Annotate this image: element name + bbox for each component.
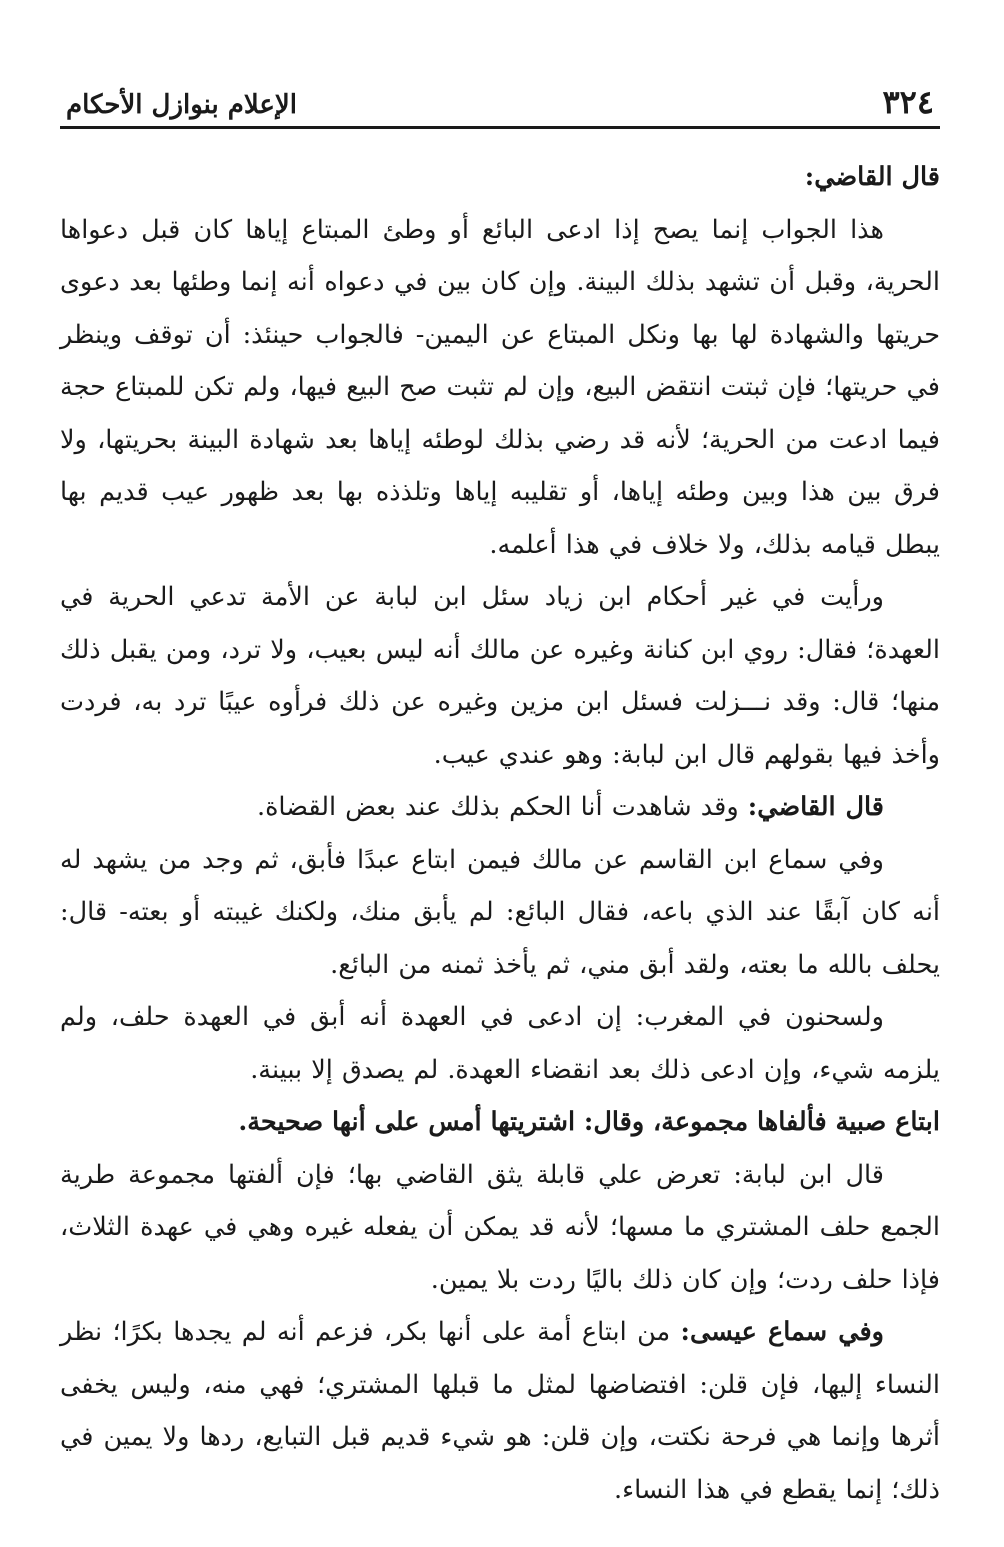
paragraph: [60, 781, 940, 834]
document-page: [60, 70, 940, 1516]
page-number: ٣٢٤: [882, 83, 934, 121]
paragraph-text: وقد شاهدت أنا الحكم بذلك عند بعض القضاة.: [256, 792, 748, 822]
section-heading: قال القاضي:: [804, 162, 940, 192]
paragraph: قال ابن لبابة: تعرض علي قابلة يثق القاضي بها؛ فإن ألفتها مجموعة طرية الجمع حلف المشتري ما مسها؛ لأنه قد يمكن أن يفعله غيره وهي في عهدة الثلاث، فإذا حلف ردت؛ وإن كان ذلك باليًا ردت بلا يمين.: [60, 1159, 940, 1295]
paragraph: [60, 1306, 940, 1516]
section-heading: ابتاع صبية فألفاها مجموعة، وقال: اشتريتها أمس على أنها صحيحة.: [238, 1107, 940, 1137]
paragraph-lead: قال القاضي:: [747, 792, 884, 822]
document-body: [60, 151, 940, 1516]
paragraph-text: من ابتاع أمة على أنها بكر، فزعم أنه لم يجدها بكرًا؛ نظر النساء إليها، فإن قلن: افتضاضها لمثل ما قبلها المشتري؛ فهي منه، وليس يخفى أثرها وإنما هي فرحة نكتت، وإن قلن: هو شيء قديم قبل التبايع، ردها ولا يمين في ذلك؛ إنما يقطع في هذا النساء.: [60, 1317, 940, 1505]
paragraph: ولسحنون في المغرب: إن ادعى في العهدة أنه أبق في العهدة حلف، ولم يلزمه شيء، وإن ادعى ذلك بعد انقضاء العهدة. لم يصدق إلا ببينة.: [60, 1002, 940, 1085]
paragraph: ورأيت في غير أحكام ابن زياد سئل ابن لبابة عن الأمة تدعي الحرية في العهدة؛ فقال: روي ابن كنانة وغيره عن مالك أنه ليس بعيب، ولا ترد، ومن يقبل ذلك منها؛ قال: وقد نـــزلت فسئل ابن مزين وغيره عن ذلك فرأوه عيبًا ترد به، فردت وأخذ فيها بقولهم قال ابن لبابة: وهو عندي عيب.: [60, 582, 940, 770]
paragraph: وفي سماع ابن القاسم عن مالك فيمن ابتاع عبدًا فأبق، ثم وجد من يشهد له أنه كان آبقًا عند الذي باعه، فقال البائع: لم يأبق منك، ولكنك غيبته أو بعته- قال: يحلف بالله ما بعته، ولقد أبق مني، ثم يأخذ ثمنه من البائع.: [60, 844, 940, 980]
paragraph: هذا الجواب إنما يصح إذا ادعى البائع أو وطئ المبتاع إياها كان قبل دعواها الحرية، وقبل أن تشهد بذلك البينة. وإن كان بين في دعواه أنه إنما وطئها بعد دعوى حريتها والشهادة لها بها ونكل المبتاع عن اليمين- فالجواب حينئذ: أن توقف وينظر في حريتها؛ فإن ثبتت انتقض البيع، وإن لم تثبت صح البيع فيها، ولم تكن للمبتاع حجة فيما ادعت من الحرية؛ لأنه قد رضي بذلك لوطئه إياها بعد شهادة البينة بحريتها، ولا فرق بين هذا وبين وطئه إياها، أو تقليبه إياها وتلذذه بها بعد ظهور عيب قديم بها يبطل قيامه بذلك، ولا خلاف في هذا أعلمه.: [60, 214, 940, 560]
book-title: الإعلام بنوازل الأحكام: [66, 90, 297, 120]
paragraph-lead: وفي سماع عيسى:: [680, 1317, 884, 1347]
page-header: [60, 70, 940, 129]
